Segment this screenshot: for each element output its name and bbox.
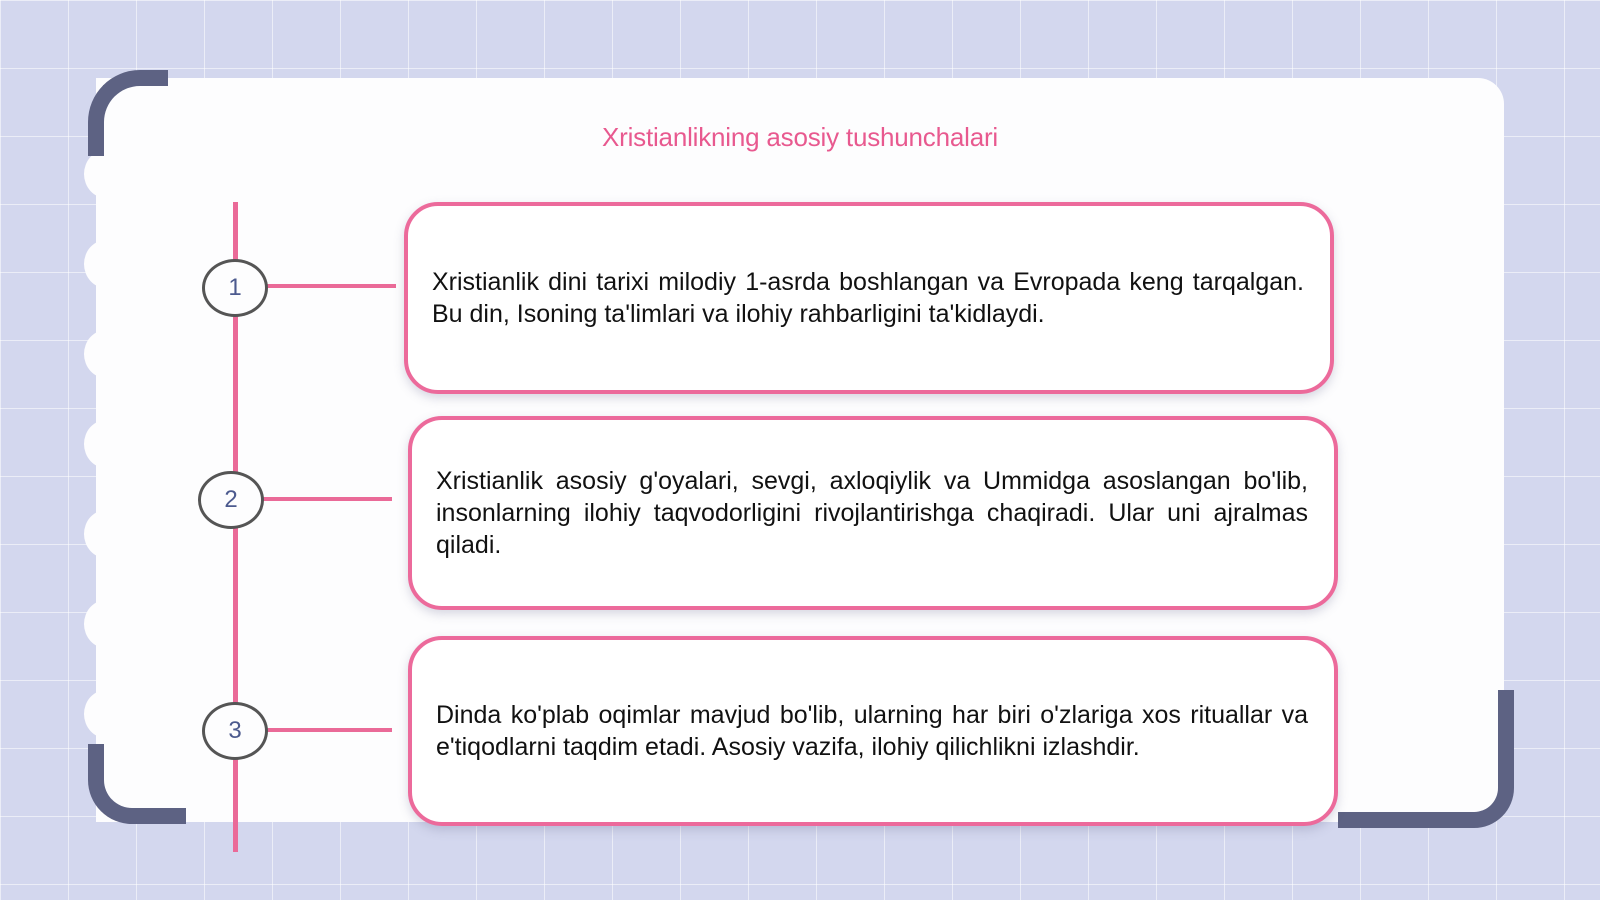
timeline-marker (198, 471, 264, 529)
frame-corner-bottom-right (1338, 690, 1514, 828)
timeline-connector (262, 497, 392, 501)
frame-corner-bottom-left (88, 744, 186, 824)
card-text: Xristianlik asosiy g'oyalari, sevgi, axloqiylik va Ummidga asoslangan bo'lib, insonlarning ilohiy taqvodorligini rivojlantirishga chaqiradi. Ular uni ajralmas qiladi. (436, 467, 1308, 559)
notebook-hole (84, 600, 128, 648)
timeline-card (404, 202, 1334, 394)
notebook-hole (84, 510, 128, 558)
timeline-marker (202, 702, 268, 760)
marker-number: 1 (228, 274, 242, 301)
card-text: Xristianlik dini tarixi milodiy 1-asrda boshlangan va Evropada keng tarqalgan. Bu din, Isoning ta'limlari va ilohiy rahbarligini ta'kidlaydi. (432, 268, 1304, 328)
notebook-hole (84, 150, 128, 198)
slide-title: Xristianlikning asosiy tushunchalari (601, 122, 998, 152)
timeline-connector (266, 728, 392, 732)
notebook-hole (84, 420, 128, 468)
marker-number: 2 (224, 486, 238, 513)
timeline-connector (266, 284, 396, 288)
notebook-hole (84, 240, 128, 288)
notebook-hole (84, 330, 128, 378)
timeline-card (408, 636, 1338, 826)
card-text: Dinda ko'plab oqimlar mavjud bo'lib, ularning har biri o'zlariga xos rituallar va e'tiqodlarni taqdim etadi. Asosiy vazifa, ilohiy qilichlikni izlashdir. (436, 701, 1308, 761)
notebook-hole (84, 690, 128, 738)
timeline-marker (202, 259, 268, 317)
timeline-card (408, 416, 1338, 610)
marker-number: 3 (228, 717, 242, 744)
